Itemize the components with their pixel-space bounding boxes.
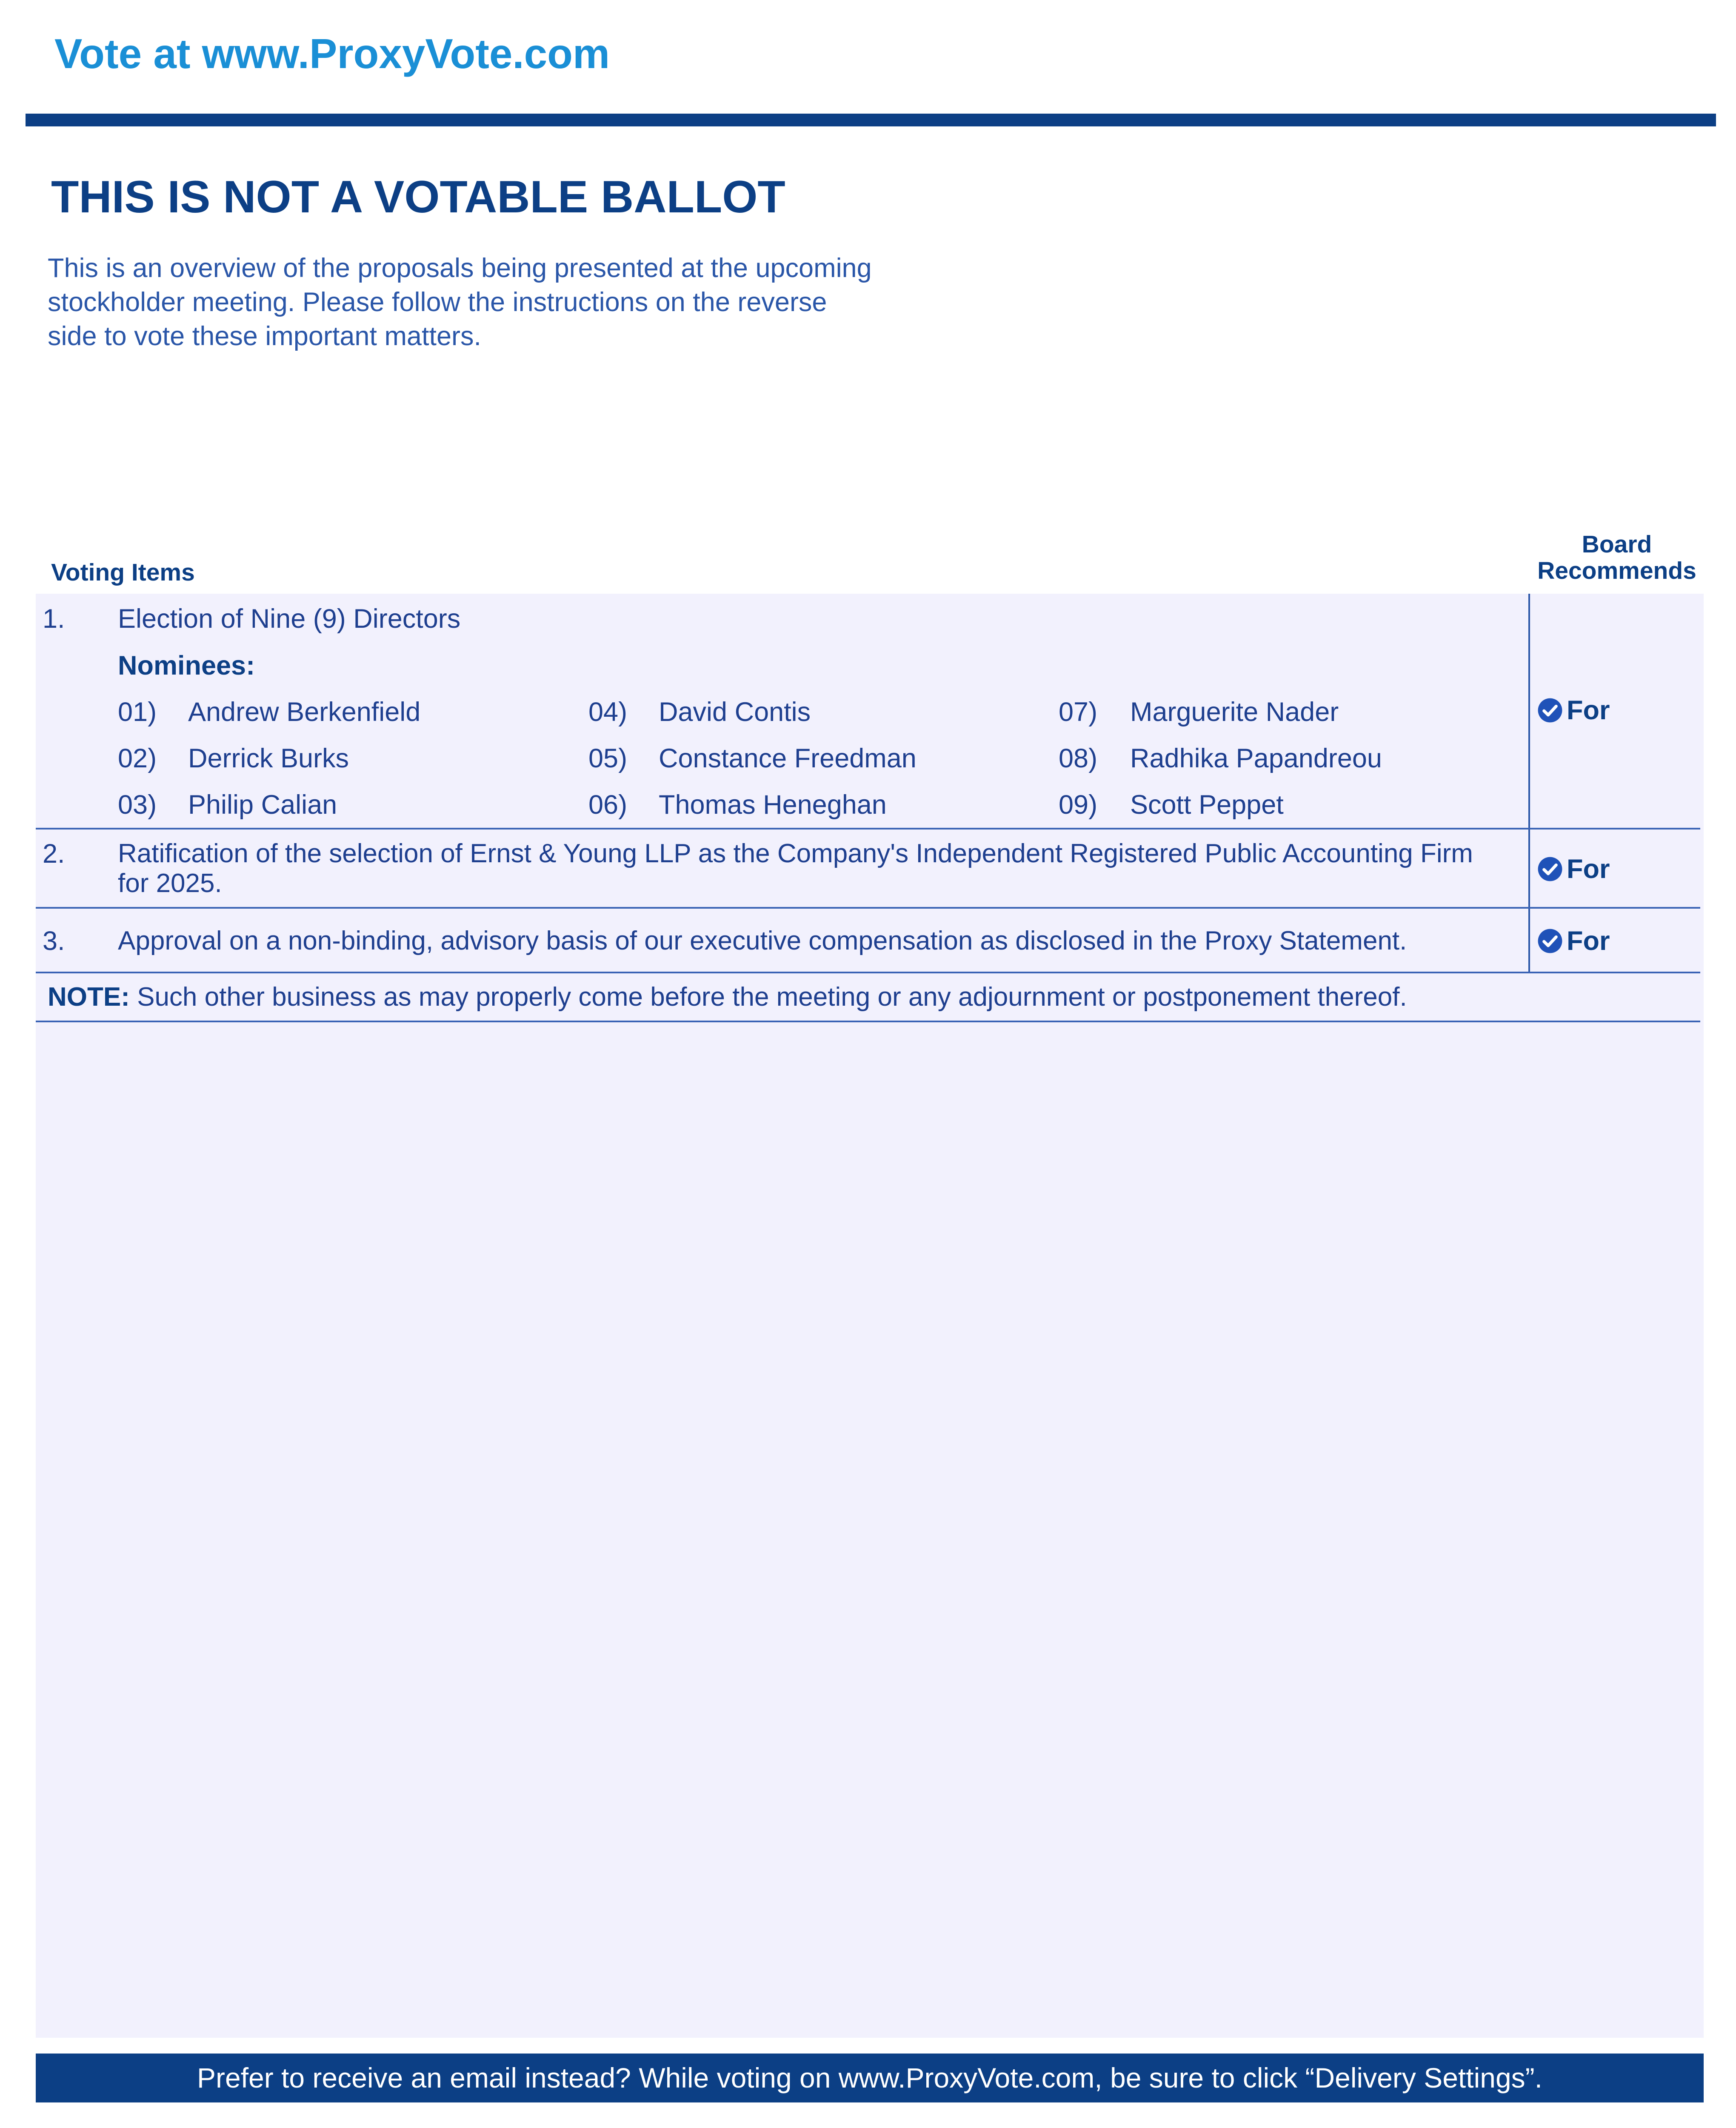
row-divider [36, 972, 1700, 973]
nominee-number: 04) [588, 697, 628, 727]
recommendation-label: For [1567, 926, 1610, 956]
nominee-name: Constance Freedman [659, 744, 917, 773]
nominees-label: Nominees: [118, 651, 255, 681]
note-text: Such other business as may properly come before the meeting or any adjournment or postponement thereof. [129, 982, 1407, 1012]
nominee-name: Thomas Heneghan [659, 790, 887, 820]
check-circle-icon [1537, 928, 1563, 954]
nominee-name: Philip Calian [188, 790, 337, 820]
email-delivery-banner: Prefer to receive an email instead? While voting on www.ProxyVote.com, be sure to click “Delivery Settings”. [36, 2054, 1704, 2102]
page-title: THIS IS NOT A VOTABLE BALLOT [51, 171, 785, 222]
note-label: NOTE: [48, 982, 130, 1012]
nominee-number: 07) [1059, 697, 1098, 727]
board-recommends-header [1528, 531, 1706, 584]
nominee-number: 01) [118, 697, 157, 727]
board-header-line2: Recommends [1537, 557, 1696, 584]
row-divider [36, 828, 1700, 829]
column-divider [1528, 594, 1530, 972]
intro-paragraph: This is an overview of the proposals being presented at the upcoming stockholder meeting. Please follow the instructions on the reverse side to vote these important matters. [48, 253, 872, 351]
item-number: 3. [43, 926, 65, 956]
voting-items-header: Voting Items [51, 559, 195, 586]
row-divider [36, 907, 1700, 909]
item3-recommendation [1537, 926, 1610, 956]
nominee-name: Radhika Papandreou [1130, 744, 1382, 773]
item-text: Ratification of the selection of Ernst & Young LLP as the Company's Independent Registered Public Accounting Firm [118, 839, 1473, 868]
row-divider [36, 1021, 1700, 1022]
nominee-name: Derrick Burks [188, 744, 349, 773]
nominee-number: 09) [1059, 790, 1098, 820]
nominee-number: 02) [118, 744, 157, 773]
item2-recommendation [1537, 854, 1610, 884]
nominee-number: 05) [588, 744, 628, 773]
recommendation-label: For [1567, 695, 1610, 725]
check-circle-icon [1537, 856, 1563, 882]
nominee-number: 03) [118, 790, 157, 820]
nominee-name: Andrew Berkenfield [188, 697, 421, 727]
item-text: Approval on a non-binding, advisory basis of our executive compensation as disclosed in the Proxy Statement. [118, 926, 1407, 955]
board-header-line1: Board [1582, 531, 1652, 558]
item-number: 1. [43, 604, 65, 634]
nominee-name: Scott Peppet [1130, 790, 1284, 820]
note-row [48, 982, 1407, 1012]
nominee-number: 06) [588, 790, 628, 820]
item-number: 2. [43, 839, 65, 869]
nominee-name: David Contis [659, 697, 811, 727]
recommendation-label: For [1567, 854, 1610, 884]
nominee-number: 08) [1059, 744, 1098, 773]
nominee-name: Marguerite Nader [1130, 697, 1339, 727]
item-text-continued: for 2025. [118, 869, 222, 898]
proxyvote-link[interactable]: Vote at www.ProxyVote.com [54, 30, 610, 77]
item-text: Election of Nine (9) Directors [118, 604, 461, 634]
item1-recommendation [1537, 695, 1610, 726]
header-divider [26, 114, 1716, 126]
check-circle-icon [1537, 697, 1563, 724]
